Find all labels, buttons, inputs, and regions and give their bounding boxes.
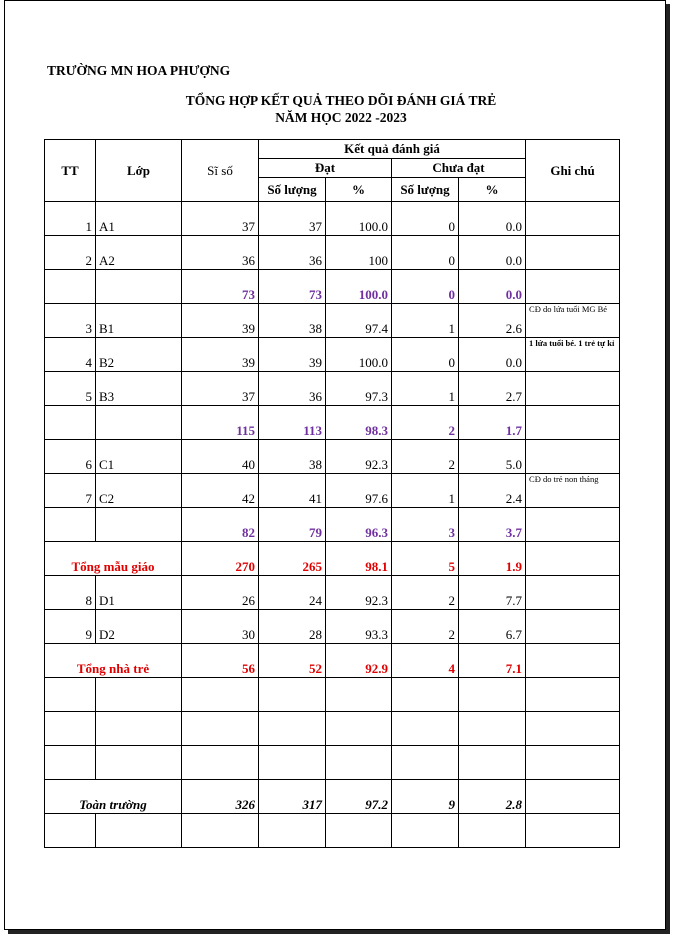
cell-dat-pct: 92.3 (326, 440, 392, 474)
cell-note (526, 644, 620, 678)
cell-dat-pct: 100 (326, 236, 392, 270)
empty-cell (45, 746, 96, 780)
cell-chua-sl: 2 (392, 576, 459, 610)
table-row-d1 (45, 576, 620, 610)
cell-chua-sl: 9 (392, 780, 459, 814)
cell-si-so: 37 (182, 372, 259, 406)
cell-chua-sl: 2 (392, 610, 459, 644)
table-row-b3 (45, 372, 620, 406)
cell-note (526, 270, 620, 304)
empty-cell (392, 712, 459, 746)
cell-si-so: 270 (182, 542, 259, 576)
cell-tt (45, 270, 96, 304)
table-row-b2 (45, 338, 620, 372)
cell-si-so: 115 (182, 406, 259, 440)
empty-cell (459, 746, 526, 780)
cell-chua-sl: 0 (392, 236, 459, 270)
cell-chua-sl: 1 (392, 474, 459, 508)
empty-cell (326, 814, 392, 848)
cell-dat-pct: 97.2 (326, 780, 392, 814)
empty-cell (459, 712, 526, 746)
cell-dat-pct: 98.1 (326, 542, 392, 576)
cell-lop: B2 (96, 338, 182, 372)
cell-dat-pct: 100.0 (326, 202, 392, 236)
cell-chua-pct: 0.0 (459, 270, 526, 304)
cell-chua-pct: 3.7 (459, 508, 526, 542)
cell-si-so: 326 (182, 780, 259, 814)
cell-dat-sl: 52 (259, 644, 326, 678)
cell-dat-sl: 79 (259, 508, 326, 542)
cell-chua-pct: 0.0 (459, 338, 526, 372)
empty-cell (96, 746, 182, 780)
table-row-a1 (45, 202, 620, 236)
table-row-subtotal-b (45, 406, 620, 440)
cell-note: CĐ do trẻ non tháng (526, 474, 620, 508)
empty-cell (96, 712, 182, 746)
cell-tt (45, 508, 96, 542)
empty-cell (392, 678, 459, 712)
cell-note (526, 406, 620, 440)
cell-chua-pct: 7.1 (459, 644, 526, 678)
empty-cell (326, 678, 392, 712)
table-row-c1 (45, 440, 620, 474)
cell-dat-pct: 100.0 (326, 270, 392, 304)
cell-dat-sl: 37 (259, 202, 326, 236)
cell-tt: 5 (45, 372, 96, 406)
header-ghi-chu: Ghi chú (526, 140, 620, 202)
header-dat-percent: % (326, 178, 392, 202)
cell-chua-sl: 2 (392, 440, 459, 474)
cell-chua-sl: 1 (392, 304, 459, 338)
cell-note (526, 372, 620, 406)
school-year: NĂM HỌC 2022 -2023 (275, 110, 407, 125)
empty-cell (96, 678, 182, 712)
report-title: TỔNG HỢP KẾT QUẢ THEO DÕI ĐÁNH GIÁ TRẺ (185, 93, 497, 108)
cell-dat-sl: 317 (259, 780, 326, 814)
empty-cell (526, 678, 620, 712)
table-row-c2 (45, 474, 620, 508)
empty-cell (259, 746, 326, 780)
cell-si-so: 30 (182, 610, 259, 644)
cell-chua-pct: 2.4 (459, 474, 526, 508)
cell-dat-sl: 265 (259, 542, 326, 576)
header-dat-so-luong: Số lượng (259, 178, 326, 202)
empty-cell (259, 678, 326, 712)
cell-chua-pct: 2.6 (459, 304, 526, 338)
header-dat: Đạt (259, 159, 392, 178)
empty-cell (326, 746, 392, 780)
empty-cell (326, 712, 392, 746)
cell-tt: 8 (45, 576, 96, 610)
cell-dat-pct: 98.3 (326, 406, 392, 440)
header-chua-percent: % (459, 178, 526, 202)
table-row-tong-mau-giao (45, 542, 620, 576)
empty-cell (96, 814, 182, 848)
cell-si-so: 40 (182, 440, 259, 474)
empty-cell (182, 814, 259, 848)
cell-note (526, 542, 620, 576)
cell-lop: C2 (96, 474, 182, 508)
cell-lop: B1 (96, 304, 182, 338)
cell-si-so: 82 (182, 508, 259, 542)
cell-dat-pct: 92.9 (326, 644, 392, 678)
header-tt: TT (45, 140, 96, 202)
cell-tt: 2 (45, 236, 96, 270)
empty-cell (45, 678, 96, 712)
cell-tt: 7 (45, 474, 96, 508)
cell-dat-pct: 96.3 (326, 508, 392, 542)
cell-si-so: 39 (182, 338, 259, 372)
cell-dat-sl: 113 (259, 406, 326, 440)
results-table (44, 139, 620, 848)
cell-chua-pct: 1.7 (459, 406, 526, 440)
empty-cell (182, 678, 259, 712)
cell-tt: 9 (45, 610, 96, 644)
cell-tt: 6 (45, 440, 96, 474)
table-row-b1 (45, 304, 620, 338)
cell-dat-sl: 41 (259, 474, 326, 508)
cell-tt: 4 (45, 338, 96, 372)
cell-chua-sl: 3 (392, 508, 459, 542)
cell-dat-pct: 93.3 (326, 610, 392, 644)
cell-chua-sl: 1 (392, 372, 459, 406)
cell-dat-sl: 73 (259, 270, 326, 304)
cell-label: Toàn trường (45, 780, 182, 814)
cell-dat-sl: 24 (259, 576, 326, 610)
table-row-d2 (45, 610, 620, 644)
table-row-empty (45, 814, 620, 848)
cell-chua-pct: 2.8 (459, 780, 526, 814)
empty-cell (392, 814, 459, 848)
cell-note: 1 lứa tuổi bé. 1 trẻ tự kỉ (526, 338, 620, 372)
cell-note (526, 202, 620, 236)
cell-chua-sl: 2 (392, 406, 459, 440)
cell-si-so: 39 (182, 304, 259, 338)
table-row-subtotal-c (45, 508, 620, 542)
cell-lop: C1 (96, 440, 182, 474)
cell-dat-sl: 38 (259, 440, 326, 474)
cell-lop: A2 (96, 236, 182, 270)
school-name: TRƯỜNG MN HOA PHƯỢNG (47, 63, 231, 78)
empty-cell (526, 746, 620, 780)
empty-cell (526, 814, 620, 848)
cell-note (526, 508, 620, 542)
cell-si-so: 36 (182, 236, 259, 270)
cell-dat-pct: 100.0 (326, 338, 392, 372)
cell-chua-pct: 0.0 (459, 236, 526, 270)
cell-si-so: 73 (182, 270, 259, 304)
header-ket-qua: Kết quả đánh giá (259, 140, 526, 159)
empty-cell (392, 746, 459, 780)
empty-cell (526, 712, 620, 746)
empty-cell (259, 712, 326, 746)
cell-chua-pct: 0.0 (459, 202, 526, 236)
table-row-empty (45, 678, 620, 712)
cell-note: CĐ do lứa tuổi MG Bé (526, 304, 620, 338)
empty-cell (45, 814, 96, 848)
cell-label: Tổng nhà trẻ (45, 644, 182, 678)
table-row-toan-truong (45, 780, 620, 814)
cell-chua-sl: 5 (392, 542, 459, 576)
cell-dat-pct: 97.3 (326, 372, 392, 406)
cell-chua-sl: 0 (392, 338, 459, 372)
cell-si-so: 56 (182, 644, 259, 678)
empty-cell (182, 746, 259, 780)
table-row-subtotal-a (45, 270, 620, 304)
empty-cell (45, 712, 96, 746)
cell-dat-sl: 38 (259, 304, 326, 338)
cell-note (526, 610, 620, 644)
cell-dat-pct: 97.4 (326, 304, 392, 338)
empty-cell (459, 678, 526, 712)
header-chua-so-luong: Số lượng (392, 178, 459, 202)
header-lop: Lớp (96, 140, 182, 202)
header-si-so: Sĩ số (182, 140, 259, 202)
cell-lop: D1 (96, 576, 182, 610)
cell-si-so: 37 (182, 202, 259, 236)
cell-dat-sl: 39 (259, 338, 326, 372)
cell-dat-sl: 28 (259, 610, 326, 644)
cell-lop: B3 (96, 372, 182, 406)
table-row-a2 (45, 236, 620, 270)
cell-chua-pct: 1.9 (459, 542, 526, 576)
cell-note (526, 236, 620, 270)
cell-chua-sl: 0 (392, 202, 459, 236)
empty-cell (259, 814, 326, 848)
cell-lop: A1 (96, 202, 182, 236)
empty-cell (182, 712, 259, 746)
cell-chua-sl: 0 (392, 270, 459, 304)
cell-note (526, 780, 620, 814)
cell-tt: 1 (45, 202, 96, 236)
cell-lop (96, 270, 182, 304)
cell-label: Tổng mẫu giáo (45, 542, 182, 576)
empty-cell (459, 814, 526, 848)
cell-chua-pct: 6.7 (459, 610, 526, 644)
cell-tt: 3 (45, 304, 96, 338)
cell-si-so: 26 (182, 576, 259, 610)
header-chua-dat: Chưa đạt (392, 159, 526, 178)
cell-dat-pct: 97.6 (326, 474, 392, 508)
cell-chua-sl: 4 (392, 644, 459, 678)
cell-chua-pct: 5.0 (459, 440, 526, 474)
cell-lop (96, 508, 182, 542)
cell-note (526, 440, 620, 474)
cell-chua-pct: 2.7 (459, 372, 526, 406)
cell-note (526, 576, 620, 610)
cell-chua-pct: 7.7 (459, 576, 526, 610)
cell-lop (96, 406, 182, 440)
cell-dat-pct: 92.3 (326, 576, 392, 610)
cell-si-so: 42 (182, 474, 259, 508)
table-row-empty (45, 712, 620, 746)
table-row-empty (45, 746, 620, 780)
table-row-tong-nha-tre (45, 644, 620, 678)
cell-dat-sl: 36 (259, 236, 326, 270)
cell-dat-sl: 36 (259, 372, 326, 406)
cell-tt (45, 406, 96, 440)
cell-lop: D2 (96, 610, 182, 644)
